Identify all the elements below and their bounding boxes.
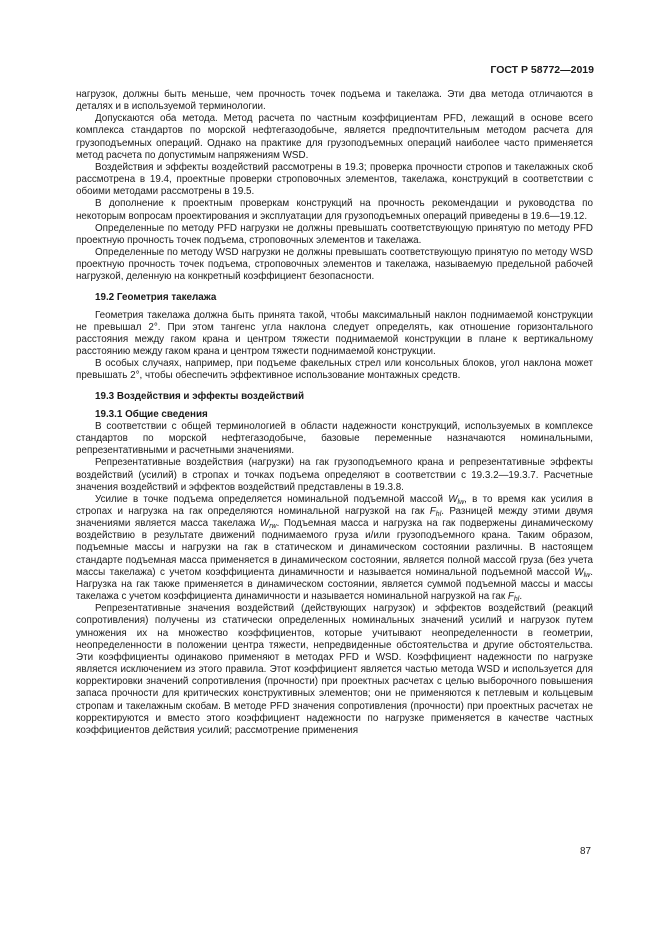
paragraph: Репрезентативные значения воздействий (действующих нагрузок) и эффектов воздействий (реакций сопротивления) получены из статически определенных номинальных значений усилий и нагрузок путем умножения их на множество коэффициентов, которые учитывают неопределенности в геометрии, неопределенности в положении центра тяжести, непредвиденные обстоятельства и другие обстоятельства. Эти коэффициенты одинаково применяют в методах PFD и WSD. Коэффициент надежности по нагрузке является исключением из этого правила. Этот коэффициент является частью метода WSD и используется для корректировки значений сопротивления (прочности) при проектных расчетах с целью выборочного повышения запаса прочности для критических конструктивных элементов; они не применяются к петлевым и кольцевым стропам и такелажным скобам. В методе PFD значения сопротивления (прочности) при проектных расчетах не корректируются и вместо этого коэффициент надежности по нагрузке применяется в качестве частных коэффициентов действия усилий; рассмотрение применения [76,603,593,736]
paragraph: В соответствии с общей терминологией в области надежности конструкций, используемых в комплексе стандартов по морской нефтегазодобыче, базовые переменные назначаются номинальными, репрезентативными и расчетными значениями. [76,420,593,457]
section-heading-19-3: 19.3 Воздействия и эффекты воздействий [95,390,305,402]
symbol-Wrw: $W_{rw}$ [259,518,277,531]
paragraph: Репрезентативные воздействия (нагрузки) на гак грузоподъемного крана и репрезентативные эффекты воздействий (усилий) в стропах и точках подъема определяют в соответствии с 19.3.2—19.3.7. Расчетные значения воздействий и эффектов воздействий представлены в 19.3.8. [76,457,593,493]
subsection-heading-19-3-1: 19.3.1 Общие сведения [95,408,208,420]
paragraph: В дополнение к проектным проверкам конструкций на прочность рекомендации и руководства по некоторым вопросам проектирования и эксплуатации для грузоподъемных операций приведены в 19.6—19.12. [76,198,593,222]
section-heading-19-2: 19.2 Геометрия такелажа [95,291,217,303]
symbol-W: $W_{lw}$ [574,566,591,579]
paragraph: Воздействия и эффекты воздействий рассмотрены в 19.3; проверка прочности стропов и такелажных скоб рассмотрена в 19.4, проектные проверки строповочных элементов, такелажа, конструкций в соответствии с обоими методами рассмотрены в 19.5. [76,161,593,198]
paragraph: нагрузок, должны быть меньше, чем прочность точек подъема и такелажа. Эти два метода отличаются в деталях и в используемой терминологии. [76,89,593,113]
page-number: 87 [580,846,591,857]
document-body [76,89,593,737]
symbol-W: $W_{lw}$ [448,493,465,506]
paragraph: Определенные по методу WSD нагрузки не должны превышать соответствующую принятую по методу WSD проектную прочность точек подъема, строповочных элементов и такелажа, называемую предельной рабочей нагрузкой, деленную на конкретный коэффициент безопасности. [76,247,593,283]
paragraph: Допускаются оба метода. Метод расчета по частным коэффициентам PFD, лежащий в основе всего комплекса стандартов по морской нефтегазодобыче, является предпочтительным методом расчета для грузоподъемных операций. Однако на практике для грузоподъемных операций наиболее часто применяется метод расчета по допустимым напряжениям WSD. [76,113,593,161]
paragraph: Геометрия такелажа должна быть принята такой, чтобы максимальный наклон поднимаемой конструкции не превышал 2°. При этом тангенс угла наклона следует определять, как отношение горизонтального расстояния между гаком крана и центром тяжести поднимаемой конструкции в плане к вертикальному расстоянию между гаком крана и центром тяжести поднимаемой конструкции. [76,309,593,358]
symbol-F: $F_{hl}$ [507,591,520,604]
paragraph: В особых случаях, например, при подъеме факельных стрел или консольных блоков, угол наклона может превышать 2°, чтобы обеспечить эффективное использование монтажных средств. [76,358,593,382]
paragraph: Определенные по методу PFD нагрузки не должны превышать соответствующую принятую по методу PFD проектную прочность точек подъема, строповочных элементов и такелажа. [76,222,593,246]
standard-number: ГОСТ Р 58772—2019 [490,64,594,76]
paragraph-with-symbols: Усилие в точке подъема определяется номинальной подъемной массой $W_{lw}$, в то время как усилия в стропах и нагрузка на гак определяются номинальной нагрузкой на гак $F_{hl}$. Разницей между этими двумя значениями является масса такелажа $W_{rw}$. Подъемная масса и нагрузка на гак подвержены динамическому воздействию в результате движений поднимаемого груза и/или грузоподъемного крана. Таким образом, подъемные массы и нагрузки на гак в статическом и динамическом состоянии различны. В настоящем стандарте подъемная масса применяется в динамическом состоянии, является полной массой груза (без учета массы такелажа) с учетом коэффициента динамичности и называется номинальной подъемной массой $W_{lw}$. Нагрузка на гак также применяется в динамическом состоянии, является суммой подъемной массы и массы такелажа с учетом коэффициента динамичности и называется номинальной нагрузкой на гак $F_{hl}$. [76,493,594,604]
symbol-F: $F_{hl}$ [429,506,442,518]
